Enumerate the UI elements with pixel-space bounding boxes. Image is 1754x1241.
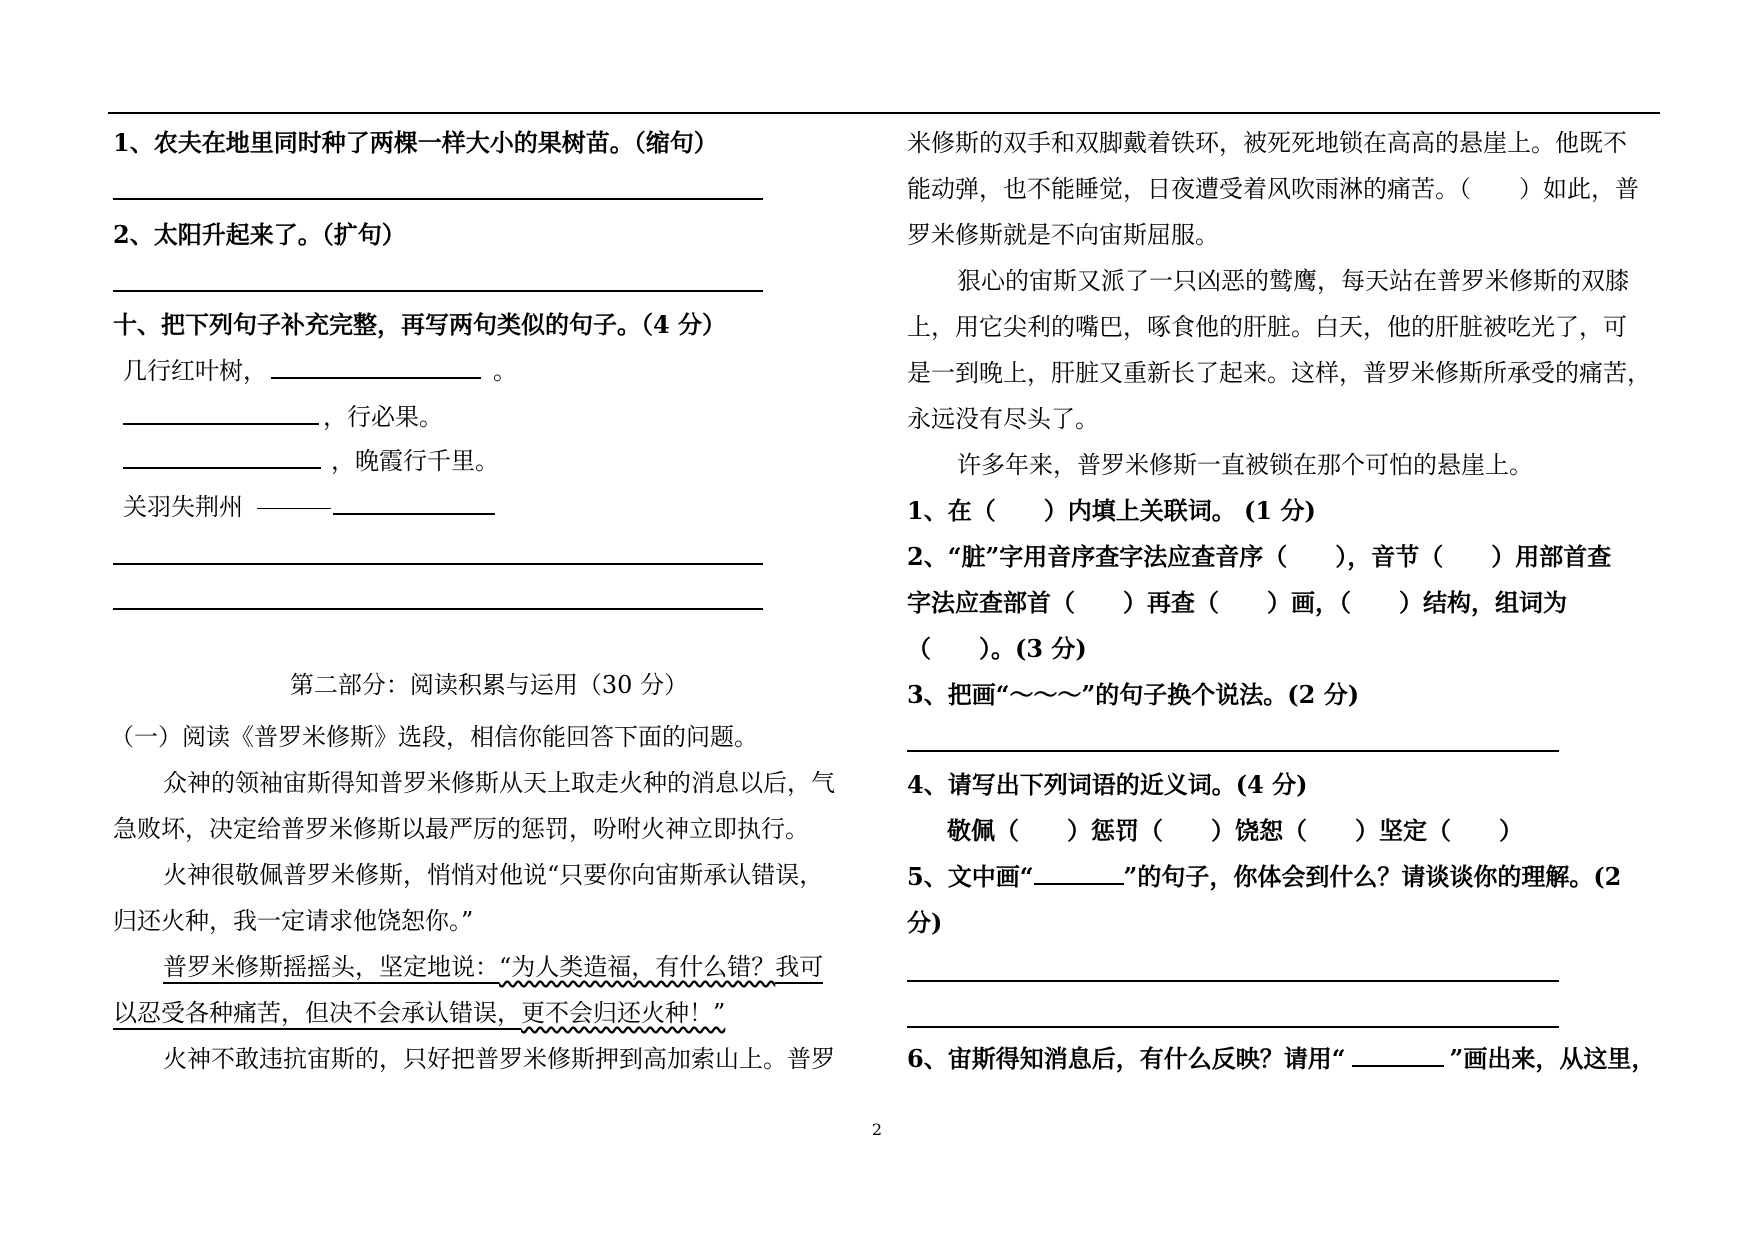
question-5-end: ”的句子，你体会到什么？请谈谈你的理解。(2: [1123, 862, 1622, 891]
answer-line[interactable]: [113, 608, 763, 610]
reading-intro: （一）阅读《普罗米修斯》选段，相信你能回答下面的问题。: [110, 723, 758, 751]
synonym-words: 敬佩（ ）惩罚（ ）饶恕（ ）坚定（ ）: [947, 816, 1523, 845]
passage-line: 上，用它尖利的嘴巴，啄食他的肝脏。白天，他的肝脏被吃光了，可: [907, 313, 1627, 341]
wavy-underlined-text: “为人类造福，有什么错？: [499, 953, 776, 981]
underline-sample: [1352, 1045, 1444, 1067]
sentence-2-end: ，行必果。: [323, 403, 443, 431]
question-5-start: 5、文中画“: [907, 862, 1034, 891]
passage-line: 能动弹，也不能睡觉，日夜遭受着风吹雨淋的痛苦。（ ）如此，普: [907, 175, 1639, 203]
reading-question-5-cont: 分): [907, 908, 943, 937]
passage-line: 火神很敬佩普罗米修斯，悄悄对他说“只要你向宙斯承认错误，: [163, 861, 824, 889]
answer-line[interactable]: [907, 1026, 1559, 1028]
question-1-shorten: 1、农夫在地里同时种了两棵一样大小的果树苗。（缩句）: [113, 128, 718, 157]
fill-blank[interactable]: [333, 493, 495, 515]
reading-question-3: 3、把画“～～～”的句子换个说法。(2 分): [907, 680, 1360, 709]
passage-line: 许多年来，普罗米修斯一直被锁在那个可怕的悬崖上。: [957, 451, 1533, 479]
sentence-1-start: 几行红叶树，: [123, 357, 267, 385]
question-6-end: ”画出来，从这里，: [1449, 1044, 1656, 1073]
fill-blank[interactable]: [123, 447, 321, 469]
reading-question-5: [907, 862, 1621, 892]
sentence-4-start: 关羽失荆州: [123, 493, 243, 521]
reading-question-2-cont: （ ）。(3 分): [907, 634, 1087, 663]
passage-line: 火神不敢违抗宙斯的，只好把普罗米修斯押到高加索山上。普罗: [163, 1045, 835, 1073]
section-10-title: 十、把下列句子补充完整，再写两句类似的句子。（4 分）: [113, 310, 727, 339]
dash: [257, 508, 331, 509]
passage-line: 罗米修斯就是不向宙斯屈服。: [907, 221, 1219, 249]
question-6-start: 6、宙斯得知消息后，有什么反映？请用“: [907, 1044, 1346, 1073]
wavy-underlined-text: 更不会归还火种！”: [521, 999, 726, 1027]
question-2-expand: 2、太阳升起来了。（扩句）: [113, 220, 406, 249]
underlined-passage-line: [163, 952, 823, 982]
sentence-3-end: ，晚霞行千里。: [331, 447, 499, 475]
reading-question-4: 4、请写出下列词语的近义词。(4 分): [907, 770, 1308, 799]
answer-line[interactable]: [113, 290, 763, 292]
underline-sample: [1034, 863, 1124, 885]
underlined-text: 我可: [775, 953, 823, 984]
page-number: 2: [871, 1120, 883, 1139]
sentence-2: [123, 402, 443, 432]
answer-line[interactable]: [113, 563, 763, 565]
passage-line: 米修斯的双手和双脚戴着铁环，被死死地锁在高高的悬崖上。他既不: [907, 129, 1627, 157]
reading-question-2: 2、“脏”字用音序查字法应查音序（ ），音节（ ）用部首查: [907, 542, 1612, 571]
reading-question-2-cont: 字法应查部首（ ）再查（ ）画，（ ）结构，组词为: [907, 588, 1567, 617]
passage-line: 永远没有尽头了。: [907, 405, 1099, 433]
sentence-1-end: 。: [493, 357, 517, 385]
sentence-1: [123, 356, 517, 386]
passage-line: 是一到晚上，肝脏又重新长了起来。这样，普罗米修斯所承受的痛苦，: [907, 359, 1651, 387]
sentence-4: [123, 492, 495, 522]
underlined-text: 普罗米修斯摇摇头，坚定地说：: [163, 953, 499, 984]
answer-line[interactable]: [113, 198, 763, 200]
passage-line: 归还火种，我一定请求他饶恕你。”: [113, 907, 474, 935]
fill-blank[interactable]: [271, 357, 481, 379]
passage-line: 狠心的宙斯又派了一只凶恶的鹫鹰，每天站在普罗米修斯的双膝: [957, 267, 1629, 295]
part-2-title: 第二部分：阅读积累与运用（30 分）: [289, 671, 689, 699]
answer-line[interactable]: [907, 750, 1559, 752]
answer-line[interactable]: [907, 980, 1559, 982]
sentence-3: [123, 446, 499, 476]
passage-line: 急败坏，决定给普罗米修斯以最严厉的惩罚，吩咐火神立即执行。: [113, 815, 809, 843]
fill-blank[interactable]: [123, 403, 319, 425]
reading-question-6: [907, 1044, 1655, 1074]
underlined-text: 以忍受各种痛苦，但决不会承认错误，: [113, 999, 521, 1030]
underlined-passage-line: [113, 998, 725, 1028]
passage-line: 众神的领袖宙斯得知普罗米修斯从天上取走火种的消息以后，气: [163, 769, 835, 797]
header-rule: [108, 112, 1660, 114]
reading-question-1: 1、在（ ）内填上关联词。 (1 分): [907, 496, 1316, 525]
